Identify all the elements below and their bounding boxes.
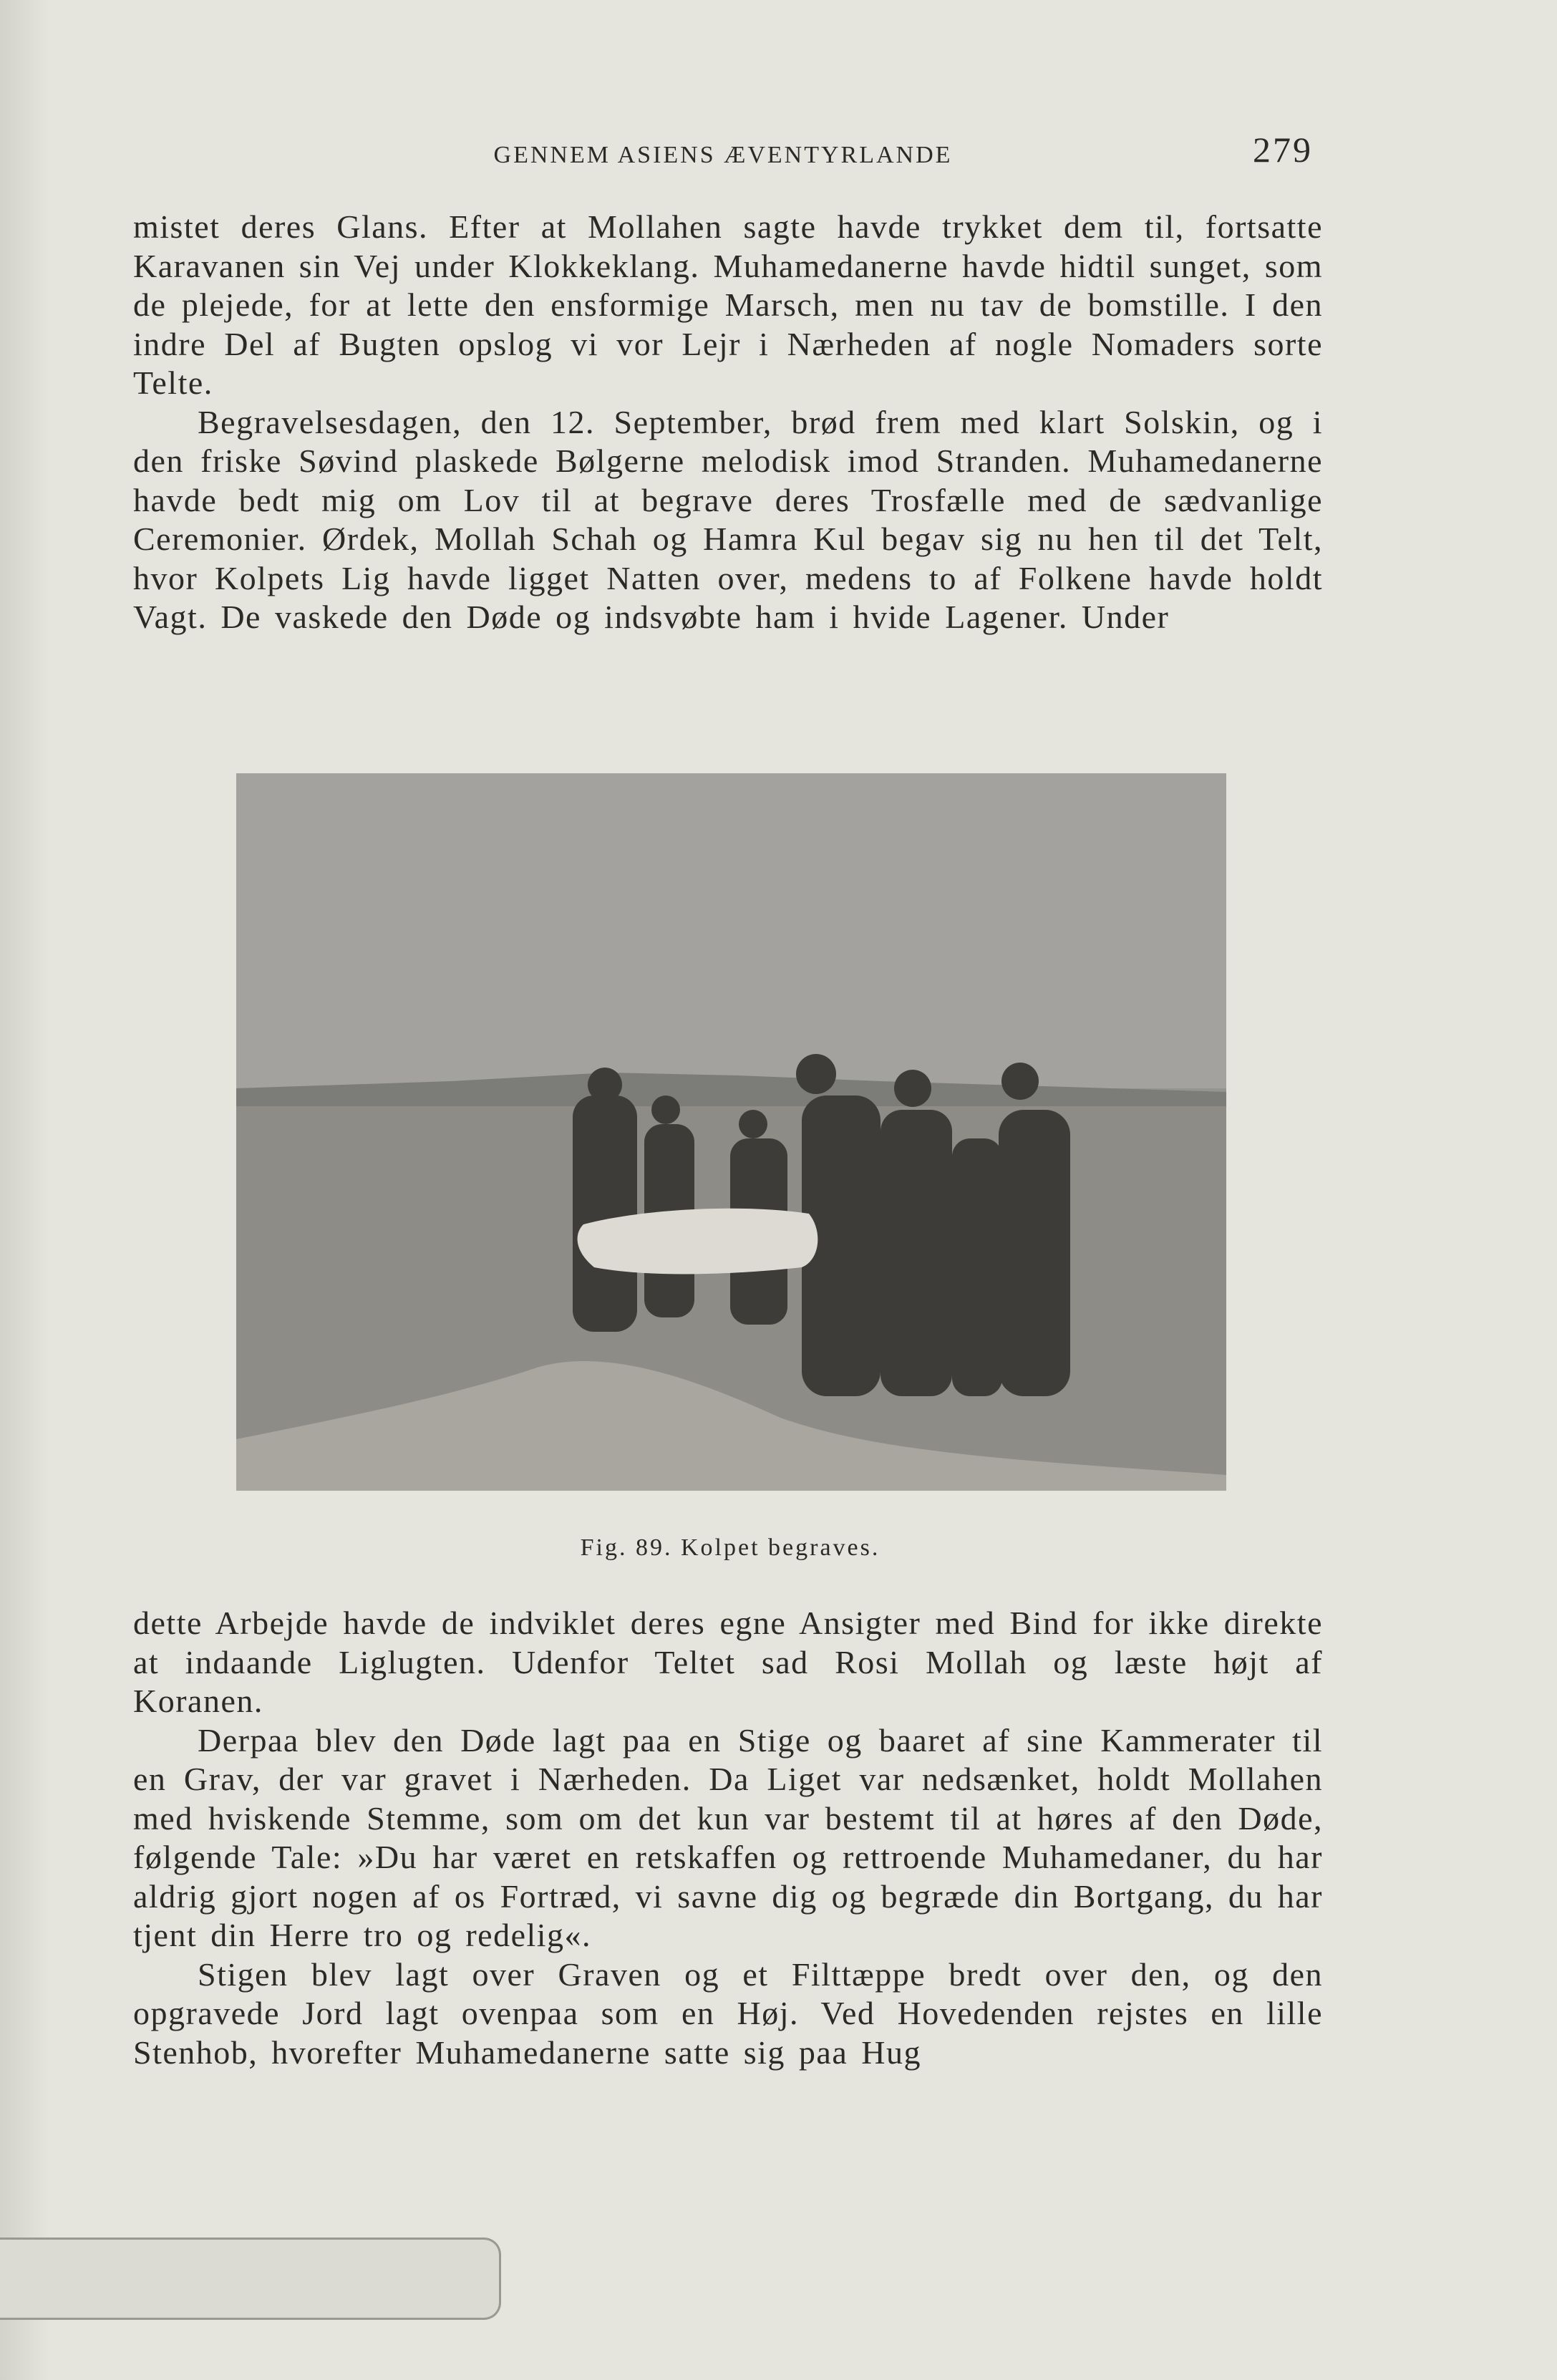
page-header bbox=[0, 129, 1557, 179]
paragraph: Stigen blev lagt over Graven og et Filttæppe bredt over den, og den opgravede Jord lagt ovenpaa som en Høj. Ved Hovedenden rejstes en lille Stenhob, hvorefter Muhamedanerne satte sig paa Hug bbox=[133, 1955, 1323, 2071]
body-text-top bbox=[133, 208, 1323, 637]
running-title: GENNEM ASIENS ÆVENTYRLANDE bbox=[493, 142, 953, 168]
burial-photograph bbox=[236, 773, 1226, 1491]
paragraph: dette Arbejde havde de indviklet deres egne Ansigter med Bind for ikke direkte at indaande Liglugten. Udenfor Teltet sad Rosi Mollah og læste højt af Koranen. bbox=[133, 1605, 1323, 1719]
paragraph: Begravelsesdagen, den 12. September, brød frem med klart Solskin, og i den friske Søvind plaskede Bølgerne melodisk imod Stranden. Muhamedanerne havde bedt mig om Lov til at begrave deres Trosfælle med de sædvanlige Ceremonier. Ørdek, Mollah Schah og Hamra Kul begav sig nu hen til det Telt, hvor Kolpets Lig havde ligget Natten over, medens to af Folkene havde holdt Vagt. De vaskede den Døde og indsvøbte ham i hvide Lagener. Under bbox=[133, 403, 1323, 635]
page-edge-shadow bbox=[0, 0, 50, 2380]
photo-shroud bbox=[578, 1209, 818, 1274]
figure-caption: Fig. 89. Kolpet begraves. bbox=[580, 1534, 881, 1561]
paragraph: Derpaa blev den Døde lagt paa en Stige og baaret af sine Kammerater til en Grav, der var gravet i Nærheden. Da Liget var nedsænket, holdt Mollahen med hviskende Stemme, som om det kun var bestemt til at høres af den Døde, følgende Tale: »Du har været en retskaffen og rettroende Muhamedaner, du har aldrig gjort nogen af os Fortræd, vi savne dig og begræde din Bortgang, du har tjent din Herre tro og redelig«. bbox=[133, 1721, 1323, 1953]
photo-illustration bbox=[236, 773, 1226, 1491]
page-number: 279 bbox=[1253, 130, 1313, 170]
photo-sky bbox=[236, 773, 1226, 1088]
paragraph: mistet deres Glans. Efter at Mollahen sagte havde trykket dem til, fortsatte Karavanen sin Vej under Klokkeklang. Muhamedanerne havde hidtil sunget, som de plejede, for at lette den ensformige Marsch, men nu tav de bomstille. I den indre Del af Bugten opslog vi vor Lejr i Nærheden af nogle Nomaders sorte Telte. bbox=[133, 208, 1323, 401]
body-text-bottom bbox=[133, 1604, 1323, 2072]
library-label-tab bbox=[0, 2238, 501, 2320]
